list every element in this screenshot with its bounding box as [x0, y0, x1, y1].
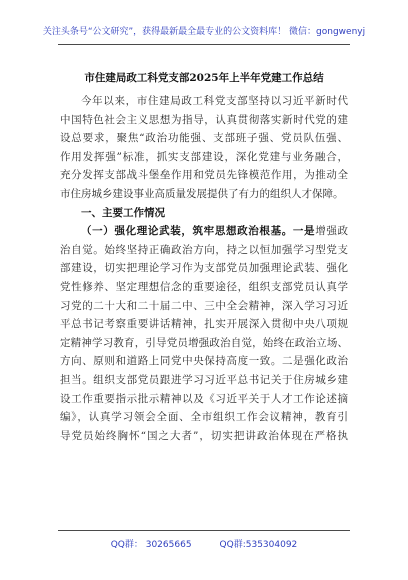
paragraph-line: 编》，认真学习领会全面、全市组织工作会议精神，教育引	[60, 411, 348, 424]
paragraph-line: 设总要求，聚焦“政治功能强、支部班子强、党员队伍强、	[60, 132, 348, 145]
sub-heading: （一）强化理论武装，筑牢思想政治根基。一是	[81, 225, 316, 238]
paragraph-line: 作用发挥强”标准，抓实支部建设，深化党建与业务融合，	[60, 150, 348, 163]
document-body	[60, 92, 348, 445]
header-divider	[58, 44, 350, 45]
paragraph-line: 治自觉。始终坚持正确政治方向，持之以恒加强学习型党支	[60, 243, 348, 256]
document-title: 市住建局政工科党支部2025年上半年党建工作总结	[84, 72, 324, 84]
paragraph-line: 市住房城乡建设事业高质量发展提供了有力的组织人才保障。	[60, 187, 344, 200]
paragraph-line: 充分发挥支部战斗堡垒作用和党员先锋模范作用，为推动全	[60, 169, 348, 182]
paragraph-line: 习党的二十大和二十届二中、三中全会精神，深入学习习近	[60, 299, 348, 312]
header-banner: 关注头条号“公文研究”，获得最新最全最专业的公文资料库！ 微信：gongwenyj	[42, 27, 366, 37]
paragraph-line: 方向、原则和道路上同党中央保持高度一致。二是强化政治	[60, 355, 348, 368]
paragraph-line: 部建设，切实把理论学习作为支部党员加强理论武装、强化	[60, 262, 348, 275]
section-heading: 一、主要工作情况	[81, 206, 165, 219]
paragraph-line: 平总书记考察重要讲话精神，扎实开展深入贯彻中央八项规	[60, 318, 348, 331]
paragraph-line: 导党员始终胸怀“国之大者”，切实把讲政治体现在严格执	[60, 429, 348, 442]
paragraph-line: 设工作重要指示批示精神以及《习近平关于人才工作论述摘	[60, 392, 348, 405]
paragraph-line: 定精神学习教育，引导党员增强政治自觉，始终在政治立场、	[60, 336, 348, 349]
paragraph-line: 今年以来，市住建局政工科党支部坚持以习近平新时代	[81, 95, 348, 107]
paragraph-line: 党性修养、坚定理想信念的重要途径，组织支部党员认真学	[60, 280, 348, 293]
paragraph-line: 中国特色社会主义思想为指导，认真贯彻落实新时代党的建	[60, 113, 348, 126]
footer-divider	[58, 530, 350, 531]
footer-qq-group-1: QQ群： 30265665	[110, 540, 192, 550]
footer	[0, 537, 408, 550]
footer-qq-group-2: QQ群:535304092	[219, 540, 298, 550]
sub-heading-continuation: 增强政	[315, 225, 348, 238]
paragraph-line: 担当。组织支部党员跟进学习习近平总书记关于住房城乡建	[60, 373, 348, 386]
sub-heading-line	[60, 222, 348, 241]
